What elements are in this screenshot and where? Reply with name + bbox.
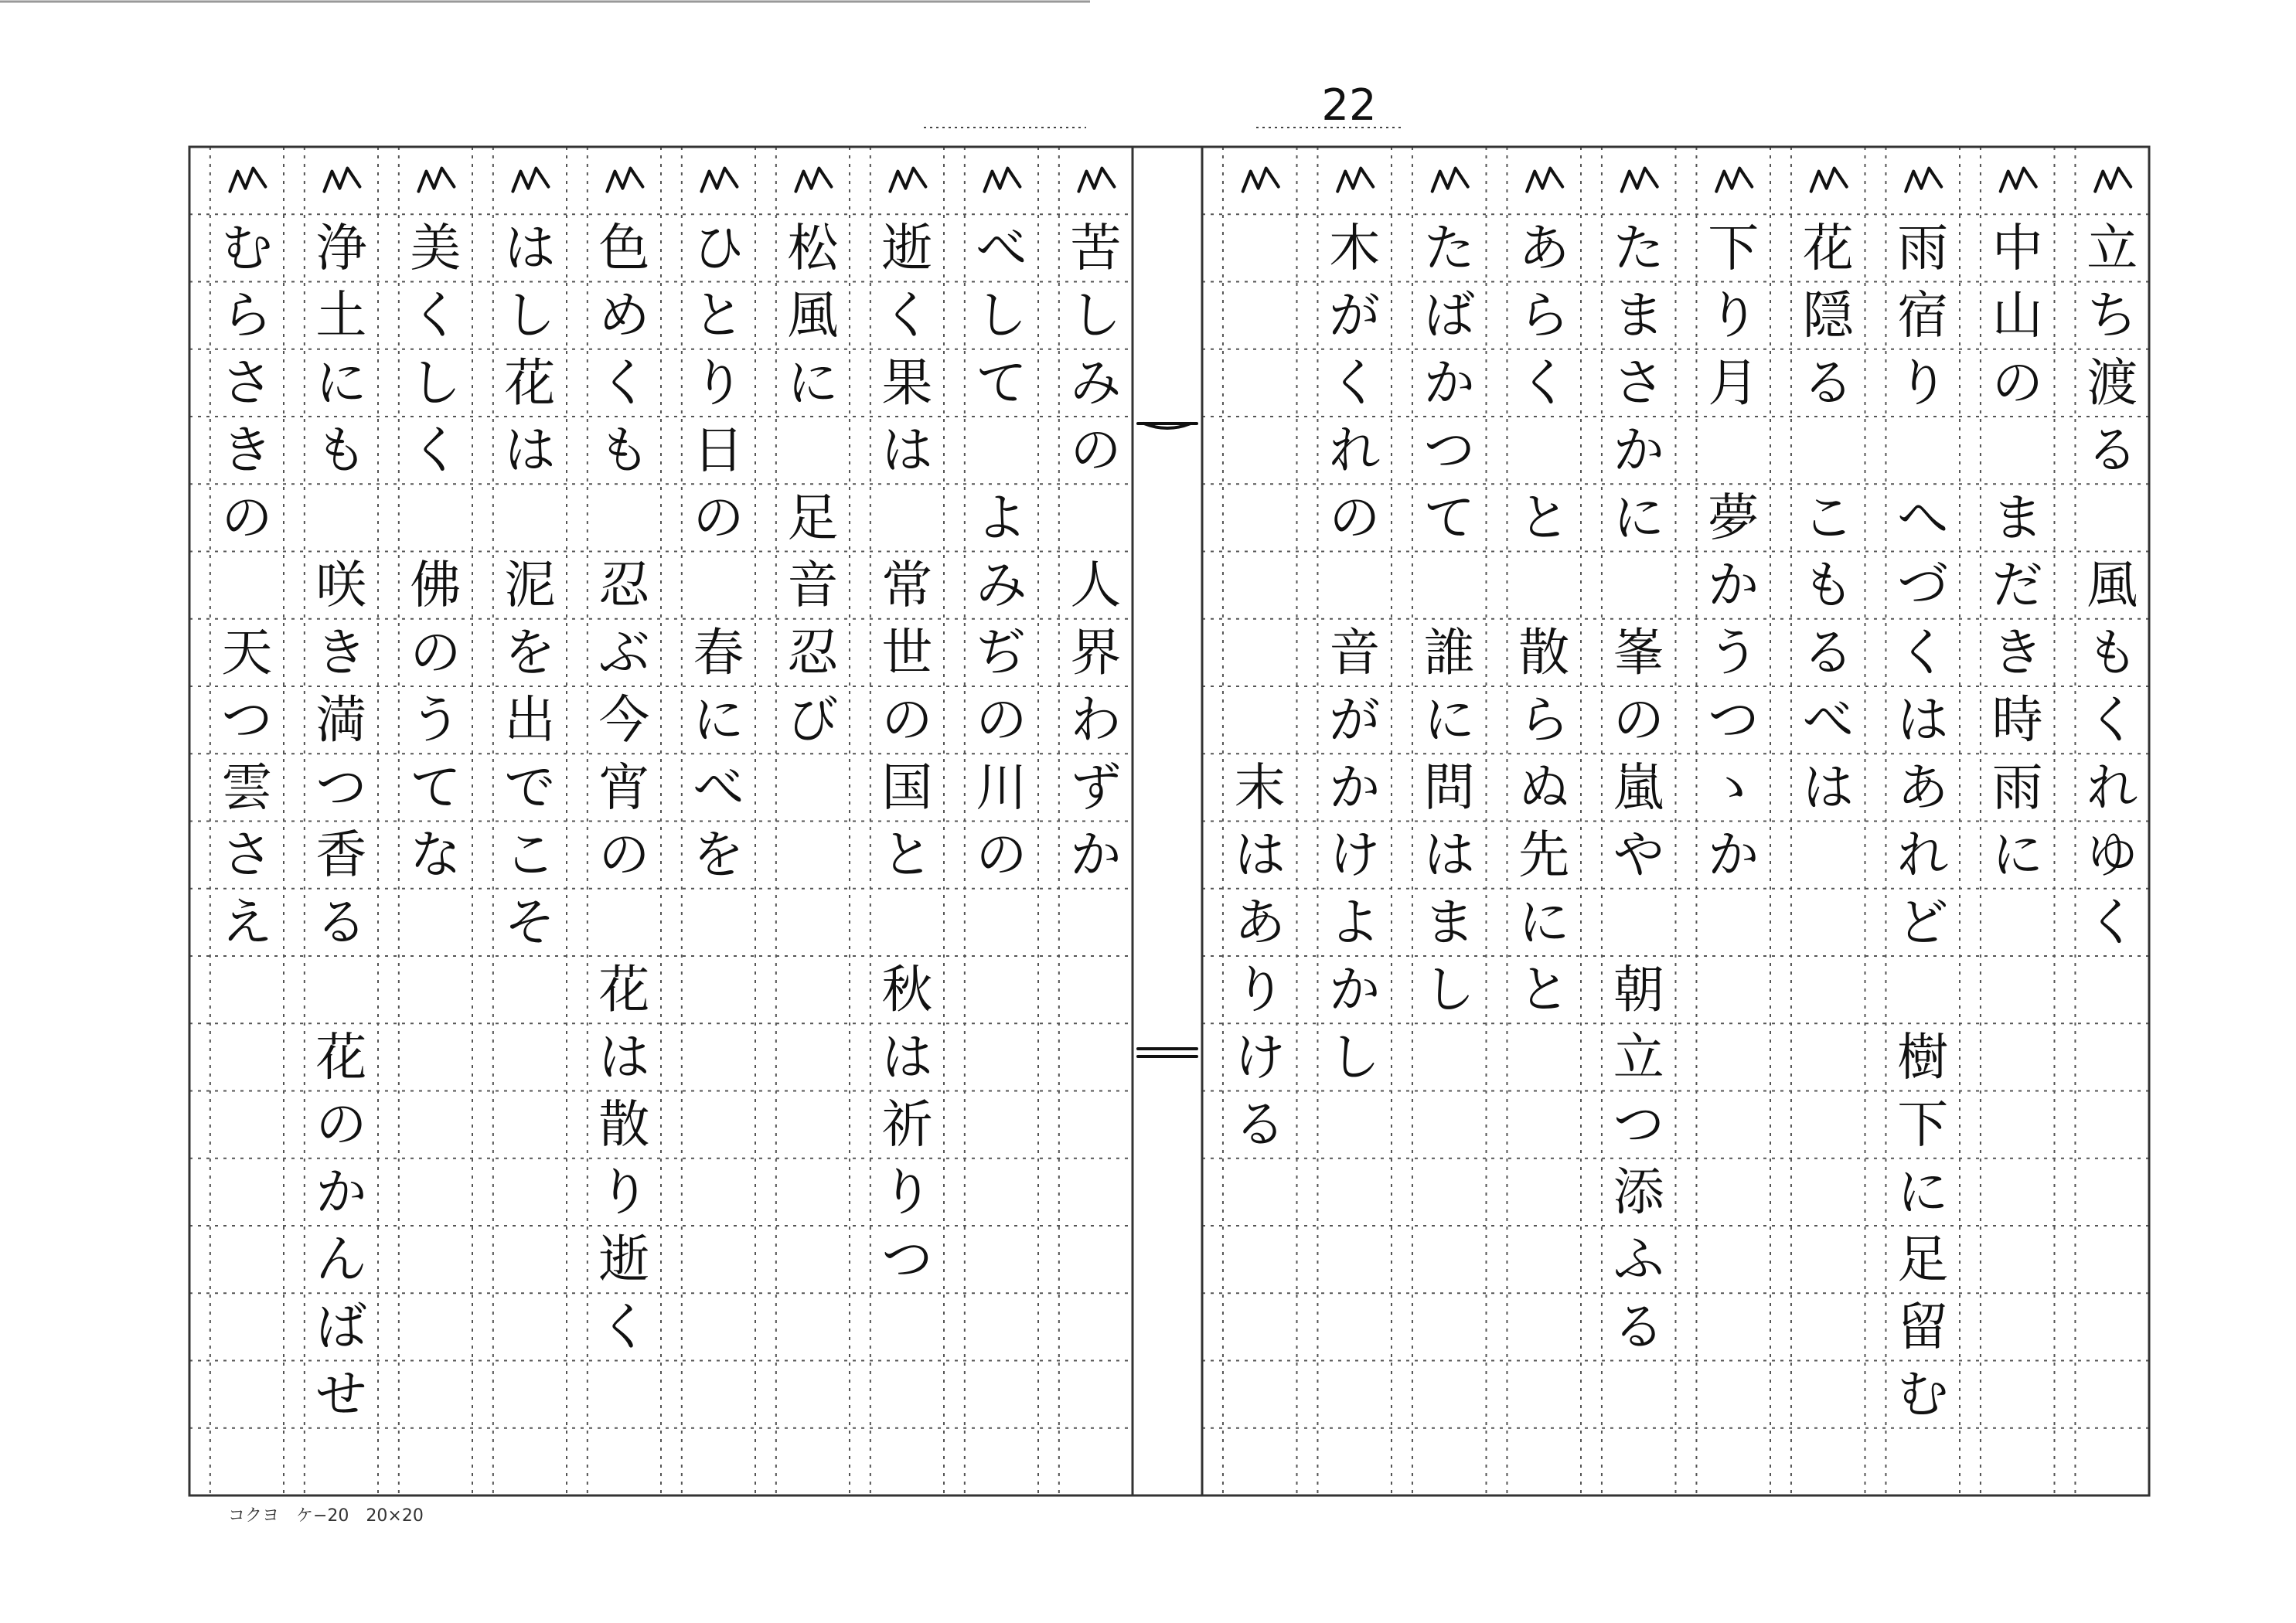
left-half-char: 浄 [315,218,367,278]
left-half-char: て [410,757,462,818]
right-half-char: づ [1897,555,1949,615]
right-half-char: る [2086,420,2138,481]
left-half-char: し [410,352,462,413]
left-half-char: 逝 [598,1230,650,1290]
left-half-char: 川 [976,757,1027,818]
right-half-char: に [1991,825,2043,885]
right-half-char: か [1708,825,1759,885]
right-half-char: た [1613,218,1664,278]
left-half-char: か [1070,825,1122,885]
right-half-char: 隠 [1802,285,1854,345]
right-half-char: 雨 [1991,757,2043,818]
right-half-char: さ [1613,352,1664,413]
left-half-char: 人 [1070,555,1122,615]
right-half-char: に [1613,488,1664,548]
left-half-char: 祈 [881,1094,933,1155]
verse-start-mark [1337,168,1373,192]
left-half-char: 音 [787,555,839,615]
left-half-char: も [315,420,367,481]
left-half-char: の [315,1094,367,1155]
page-number: 22 [1321,80,1377,131]
right-half-char: 嵐 [1613,757,1664,818]
right-half-char: か [1423,352,1475,413]
left-half-char: 咲 [315,555,367,615]
right-half-char: ま [1423,892,1475,952]
left-half-char: な [410,825,462,885]
left-half-char: に [315,352,367,413]
right-half-char: 渡 [2086,352,2138,413]
right-half-char: れ [1329,420,1381,481]
verse-start-mark [1622,168,1657,192]
verse-start-mark [1527,168,1562,192]
left-half-char: 出 [504,690,556,750]
right-half-char: が [1329,690,1381,750]
right-half-char: は [1897,690,1949,750]
right-half-char: は [1423,825,1475,885]
left-half-char: つ [315,757,367,818]
verse-start-mark [2095,168,2131,192]
left-half-char: に [693,690,744,750]
left-half-char: び [787,690,839,750]
left-half-char: し [976,285,1027,345]
right-half-char: 下 [1708,218,1759,278]
left-half-char: を [693,825,744,885]
verse-start-mark [513,168,548,192]
left-half-char: 風 [787,285,839,345]
left-half-char: 足 [787,488,839,548]
right-half-char: あ [1234,892,1286,952]
right-half-char: つ [1423,420,1475,481]
right-half-char: つ [1708,690,1759,750]
manuscript-grid [189,147,2149,1495]
right-half-char: ち [2086,285,2138,345]
right-half-char: り [1234,960,1286,1020]
left-half-char: ず [1070,757,1122,818]
right-half-char: も [1802,555,1854,615]
right-half-char: ゆ [2086,825,2138,885]
left-half-char: つ [221,690,273,750]
right-half-char: 朝 [1613,960,1664,1020]
left-half-char: べ [693,757,744,818]
right-half-char: 先 [1518,825,1570,885]
verse-start-mark [1243,168,1279,192]
left-half-char: べ [976,218,1027,278]
left-half-char: 花 [598,960,650,1020]
right-half-char: の [1329,488,1381,548]
right-half-char: に [1897,1162,1949,1222]
left-half-char: く [881,285,933,345]
right-half-char: う [1708,622,1759,682]
right-half-char: 下 [1897,1094,1949,1155]
right-half-char: 立 [1613,1027,1664,1087]
left-half-char: 泥 [504,555,556,615]
left-half-char: ひ [693,218,744,278]
left-half-char: き [315,622,367,682]
left-half-char: く [598,352,650,413]
left-half-char: と [881,825,933,885]
right-half-char: 風 [2086,555,2138,615]
left-half-char: の [881,690,933,750]
left-half-char: く [410,420,462,481]
right-half-char: ゝ [1708,757,1759,818]
left-half-char: は [598,1027,650,1087]
left-half-char: 世 [881,622,933,682]
manuscript-frame [189,147,2149,1495]
right-half-char: へ [1897,488,1949,548]
left-half-char: と [693,285,744,345]
right-half-char: 木 [1329,218,1381,278]
right-half-char: の [1991,352,2043,413]
right-half-char: し [1423,960,1475,1020]
right-half-char: 時 [1991,690,2043,750]
right-half-char: ま [1991,488,2043,548]
right-half-char: に [1423,690,1475,750]
left-half-char: 界 [1070,622,1122,682]
right-half-char: 中 [1991,218,2043,278]
verse-start-mark [795,168,831,192]
left-half-char: せ [315,1364,367,1424]
left-half-char: 秋 [881,960,933,1020]
right-half-char: だ [1991,555,2043,615]
left-half-char: し [504,285,556,345]
right-half-char: た [1423,218,1475,278]
left-half-char: 美 [410,218,462,278]
left-half-char: こ [504,825,556,885]
left-half-char: り [598,1162,650,1222]
right-half-char: 末 [1234,757,1286,818]
left-half-char: は [504,420,556,481]
left-half-char: わ [1070,690,1122,750]
left-half-char: 日 [693,420,744,481]
left-half-char: 雲 [221,757,273,818]
right-half-char: と [1518,960,1570,1020]
left-half-char: は [504,218,556,278]
right-half-char: が [1329,285,1381,345]
left-half-char: の [976,825,1027,885]
left-half-char: る [315,892,367,952]
right-half-char: 樹 [1897,1027,1949,1087]
left-half-char: 松 [787,218,839,278]
right-half-char: き [1991,622,2043,682]
left-half-char: で [504,757,556,818]
right-half-char: あ [1897,757,1949,818]
left-half-char: く [598,1297,650,1357]
right-half-char: 問 [1423,757,1475,818]
right-half-char: ら [1518,285,1570,345]
left-half-char: か [315,1162,367,1222]
left-half-char: う [410,690,462,750]
right-half-char: か [1329,757,1381,818]
verse-start-mark [230,168,265,192]
verse-start-mark [890,168,925,192]
left-half-char: 常 [881,555,933,615]
left-half-char: 忍 [787,622,839,682]
right-half-char: し [1329,1027,1381,1087]
left-half-char: も [598,420,650,481]
left-half-char: え [221,892,273,952]
right-half-char: る [1613,1297,1664,1357]
left-half-char: き [221,420,273,481]
right-half-char: 宿 [1897,285,1949,345]
left-half-char: よ [976,488,1027,548]
right-half-char: は [1802,757,1854,818]
right-half-char: て [1423,488,1475,548]
verse-start-mark [2001,168,2036,192]
verse-start-mark [1906,168,1941,192]
right-half-char: べ [1802,690,1854,750]
right-half-char: 夢 [1708,488,1759,548]
right-half-char: の [1613,690,1664,750]
right-half-char: る [1234,1094,1286,1155]
right-half-char: る [1802,622,1854,682]
right-half-char: 音 [1329,622,1381,682]
right-half-char: 添 [1613,1162,1664,1222]
right-half-char: 峯 [1613,622,1664,682]
verse-start-mark [701,168,737,192]
left-half-char: に [787,352,839,413]
right-half-char: 雨 [1897,218,1949,278]
verse-start-mark [1432,168,1468,192]
left-half-char: 散 [598,1094,650,1155]
right-half-char: く [2086,892,2138,952]
verse-start-mark [418,168,454,192]
right-half-char: り [1897,352,1949,413]
left-half-char: の [693,488,744,548]
left-half-char: 色 [598,218,650,278]
left-half-char: 苦 [1070,218,1122,278]
manuscript-text [221,168,2138,1424]
left-half-char: み [1070,352,1122,413]
left-half-char: 天 [221,622,273,682]
verse-start-mark [1078,168,1114,192]
left-half-char: 春 [693,622,744,682]
left-half-char: の [410,622,462,682]
right-half-char: に [1518,892,1570,952]
right-half-char: ふ [1613,1230,1664,1290]
right-half-char: 散 [1518,622,1570,682]
left-half-char: 満 [315,690,367,750]
right-half-char: は [1234,825,1286,885]
right-half-char: 花 [1802,218,1854,278]
right-half-char: と [1518,488,1570,548]
left-half-char: 逝 [881,218,933,278]
left-half-char: り [693,352,744,413]
left-half-char: ば [315,1297,367,1357]
left-half-char: ら [221,285,273,345]
right-half-char: く [1329,352,1381,413]
right-half-char: 月 [1708,352,1759,413]
verse-start-mark [984,168,1020,192]
verse-start-mark [607,168,642,192]
right-half-char: り [1708,285,1759,345]
right-half-char: く [1897,622,1949,682]
right-half-char: か [1329,960,1381,1020]
right-half-char: 誰 [1423,622,1475,682]
verse-start-mark [1716,168,1752,192]
outer-frame [189,147,2149,1495]
right-half-char: 立 [2086,218,2138,278]
left-half-char: つ [881,1230,933,1290]
left-half-char: の [976,690,1027,750]
right-half-char: 山 [1991,285,2043,345]
left-half-char: を [504,622,556,682]
left-half-char: は [881,420,933,481]
left-half-char: の [1070,420,1122,481]
right-half-char: 留 [1897,1297,1949,1357]
paper-brand-label: コクヨ ケ−20 20×20 [228,1506,424,1526]
right-half-char: ば [1423,285,1475,345]
right-half-char: か [1708,555,1759,615]
right-half-char: あ [1518,218,1570,278]
right-half-char: れ [2086,757,2138,818]
left-half-char: さ [221,352,273,413]
left-half-char: み [976,555,1027,615]
left-half-char: し [1070,285,1122,345]
left-half-char: 香 [315,825,367,885]
left-half-char: の [598,825,650,885]
right-half-char: こ [1802,488,1854,548]
right-half-char: る [1802,352,1854,413]
right-half-char: も [2086,622,2138,682]
left-half-char: く [410,285,462,345]
left-half-char: 宵 [598,757,650,818]
right-half-char: ぬ [1518,757,1570,818]
left-half-char: め [598,285,650,345]
left-half-char: ぢ [976,622,1027,682]
left-half-char: 土 [315,285,367,345]
right-half-char: ど [1897,892,1949,952]
right-half-char: れ [1897,825,1949,885]
right-half-char: よ [1329,892,1381,952]
left-half-char: そ [504,892,556,952]
right-half-char: け [1234,1027,1286,1087]
left-half-char: ん [315,1230,367,1290]
right-half-char: く [2086,690,2138,750]
right-half-char: か [1613,420,1664,481]
verse-start-mark [1811,168,1847,192]
gutter-fish-mark-top [1138,424,1197,428]
gutter-fish-mark-bottom [1138,1049,1197,1056]
verse-start-mark [324,168,359,192]
left-half-char: 国 [881,757,933,818]
left-half-char: 果 [881,352,933,413]
left-half-char: ぶ [598,622,650,682]
left-half-char: 花 [504,352,556,413]
left-half-char: さ [221,825,273,885]
left-half-char: 花 [315,1027,367,1087]
right-half-char: ま [1613,285,1664,345]
left-half-char: て [976,352,1027,413]
left-half-char: 今 [598,690,650,750]
left-half-char: は [881,1027,933,1087]
right-half-char: ら [1518,690,1570,750]
right-half-char: つ [1613,1094,1664,1155]
right-half-char: む [1897,1364,1949,1424]
left-half-char: 忍 [598,555,650,615]
right-half-char: や [1613,825,1664,885]
right-half-char: け [1329,825,1381,885]
left-half-char: り [881,1162,933,1222]
right-half-char: 足 [1897,1230,1949,1290]
left-half-char: む [221,218,273,278]
left-half-char: 佛 [410,555,462,615]
left-half-char: の [221,488,273,548]
right-half-char: く [1518,352,1570,413]
